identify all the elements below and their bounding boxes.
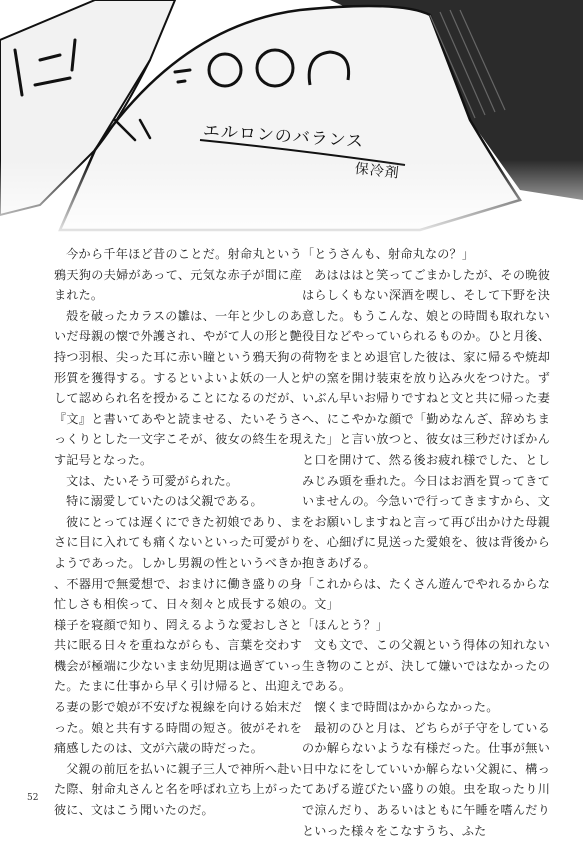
paragraph: 文は、たいそう可愛がられた。 — [66, 473, 239, 488]
paragraph: 殻を破ったカラスの雛は、一年と少しのあいだ母親の懐で外護され、やがて人の形と艶持つ羽根、尖った耳に赤い瞳という鴉天狗の形質を獲得する。するといよいよ妖の一人として認められ名を授かることになるのだが、『文』と書いてあやと読ませる、たいそうさっくりとした一文字こそが、彼女の終生を現す記号となった。 — [54, 308, 302, 467]
paragraph: 懐くまで時間はかからなかった。 — [314, 700, 499, 715]
right-column — [302, 244, 550, 841]
paragraph: 父親の前厄を払いに親子三人で神所へ赴いた際、射命丸さんと名を呼ばれ立ち上がった彼に、文はこう聞いたのだ。 — [54, 761, 302, 818]
paragraph: 特に溺愛していたのは父親である。 — [66, 494, 263, 509]
paragraph: あはははと笑ってごまかしたが、その晩彼はらしくもない深酒を喫し、そして下野を決意した。もうこんな、娘との時間も取れない役目などやっていられるものか。ひと月後、荷物をまとめ退官した彼は、家に帰るや焼却炉の窯を開け装束を放り込み火をつけた。ずいぶん早いお帰りですねと文と共に帰った妻へ、にこやかな顔で「勤めなんざ、辞めちまえた」と言い放つと、彼女は三秒だけぽかんと口を開けて、然る後お疲れ様でした、としみじみ頭を垂れた。今日はお酒を買ってきていませんの。今急いで行ってきますから、文をお願いしますねと言って再び出かけた母親を、心細げに見送った愛娘を、彼は背後から抱きあげる。 — [302, 267, 550, 570]
dialog-line: 「これからは、たくさん遊んでやれるからな。文」 — [302, 576, 550, 612]
left-column — [54, 244, 302, 821]
author-name: 保冷剤 — [354, 160, 401, 182]
dialog-line: 「ほんとう？」 — [302, 617, 389, 632]
paragraph: 今から千年ほど昔のことだ。射命丸という鴉天狗の夫婦があって、元気な赤子が間に産まれた。 — [54, 247, 302, 303]
paragraph: 文も文で、この父親という得体の知れない生き物のことが、決して嫌いではなかったのである。 — [302, 638, 550, 694]
title-block — [0, 0, 583, 240]
page-number: 52 — [27, 793, 39, 803]
paragraph: 彼にとっては遅くにできた初娘であり、まさに目に入れても痛くないといった可愛がりようであった。しかし男親の性というべきか、不器用で無愛想で、おまけに働き盛りの身忙しさも相俟って、日々刻々と成長する娘の様子を寝顔で知り、罔えるような愛おしさと共に眠る日々を重ねながらも、言葉を交わす機会が極端に少ないまま幼児期は過ぎていった。たまに仕事から早く引け帰ると、出迎える妻の影で娘が不安げな視線を向ける始末だった。娘と共有する時間の短さ。彼がそれを痛感したのは、文が六歳の時だった。 — [54, 514, 302, 756]
work-title: エルロンのバランス — [202, 120, 365, 153]
dialog-line: 「とうさんも、射命丸なの？」 — [302, 247, 475, 261]
paragraph: 最初のひと月は、どちらが子守をしているのか解らないような有様だった。仕事が無い日中なにをしていいか解らない父親に、構ってあげる遊びたい盛りの娘。虫を取ったり川で涼んだり、あるいはともに午睡を嗜んだりといった様々をこなすうち、ふた — [302, 720, 550, 838]
